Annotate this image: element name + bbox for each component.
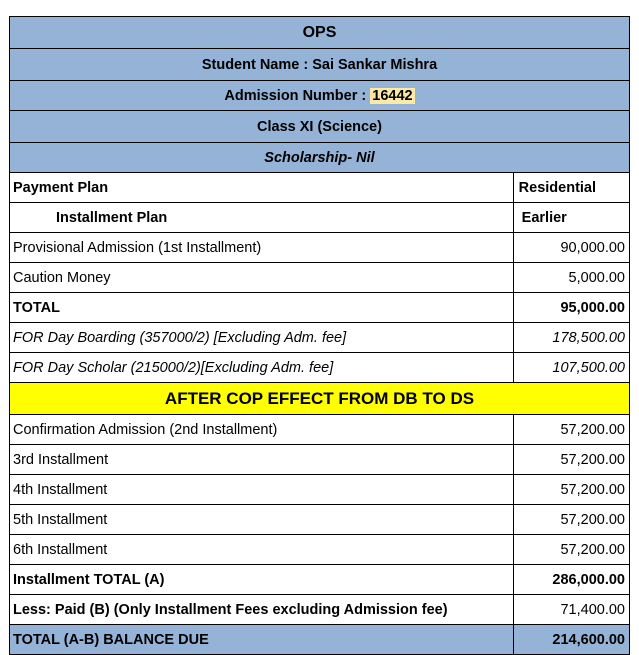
class-row [10, 111, 630, 143]
class-name: Class XI (Science) [10, 111, 630, 143]
installment-total-label: Installment TOTAL (A) [10, 565, 514, 595]
admission-number-value: 16442 [372, 87, 413, 104]
provisional-admission-label: Provisional Admission (1st Installment) [10, 233, 514, 263]
provisional-admission-row [10, 233, 630, 263]
installment-total-row [10, 565, 630, 595]
payment-plan-label: Payment Plan [10, 173, 514, 203]
day-scholar-value: 107,500.00 [513, 353, 629, 383]
installment-plan-row [10, 203, 630, 233]
paid-label: Less: Paid (B) (Only Installment Fees excluding Admission fee) [10, 595, 514, 625]
paid-row [10, 595, 630, 625]
installment-plan-value: Earlier [513, 203, 629, 233]
sixth-installment-value: 57,200.00 [513, 535, 629, 565]
scholarship-row [10, 143, 630, 173]
day-scholar-row [10, 353, 630, 383]
cop-banner: AFTER COP EFFECT FROM DB TO DS [10, 383, 630, 415]
day-boarding-value: 178,500.00 [513, 323, 629, 353]
total-label: TOTAL [10, 293, 514, 323]
total-row [10, 293, 630, 323]
confirmation-admission-value: 57,200.00 [513, 415, 629, 445]
fifth-installment-row [10, 505, 630, 535]
fourth-installment-label: 4th Installment [10, 475, 514, 505]
payment-plan-row [10, 173, 630, 203]
caution-money-row [10, 263, 630, 293]
third-installment-row [10, 445, 630, 475]
ops-row [10, 17, 630, 49]
student-name-row [10, 49, 630, 81]
admission-number-label: Admission Number : [224, 87, 371, 104]
caution-money-value: 5,000.00 [513, 263, 629, 293]
confirmation-admission-label: Confirmation Admission (2nd Installment) [10, 415, 514, 445]
scholarship: Scholarship- Nil [10, 143, 630, 173]
admission-number-row [10, 81, 630, 111]
third-installment-label: 3rd Installment [10, 445, 514, 475]
balance-due-row [10, 625, 630, 655]
fourth-installment-value: 57,200.00 [513, 475, 629, 505]
provisional-admission-value: 90,000.00 [513, 233, 629, 263]
confirmation-admission-row [10, 415, 630, 445]
fifth-installment-label: 5th Installment [10, 505, 514, 535]
installment-plan-label: Installment Plan [10, 203, 514, 233]
fifth-installment-value: 57,200.00 [513, 505, 629, 535]
sixth-installment-row [10, 535, 630, 565]
paid-value: 71,400.00 [513, 595, 629, 625]
day-boarding-row [10, 323, 630, 353]
ops-title: OPS [10, 17, 630, 49]
payment-plan-value: Residential [513, 173, 629, 203]
balance-due-value: 214,600.00 [513, 625, 629, 655]
third-installment-value: 57,200.00 [513, 445, 629, 475]
fourth-installment-row [10, 475, 630, 505]
total-value: 95,000.00 [513, 293, 629, 323]
day-boarding-label: FOR Day Boarding (357000/2) [Excluding Adm. fee] [10, 323, 514, 353]
student-name: Student Name : Sai Sankar Mishra [10, 49, 630, 81]
admission-number-cell [10, 81, 630, 111]
fee-statement-table [9, 16, 630, 655]
installment-total-value: 286,000.00 [513, 565, 629, 595]
cop-banner-row [10, 383, 630, 415]
balance-due-label: TOTAL (A-B) BALANCE DUE [10, 625, 514, 655]
sixth-installment-label: 6th Installment [10, 535, 514, 565]
caution-money-label: Caution Money [10, 263, 514, 293]
day-scholar-label: FOR Day Scholar (215000/2)[Excluding Adm. fee] [10, 353, 514, 383]
